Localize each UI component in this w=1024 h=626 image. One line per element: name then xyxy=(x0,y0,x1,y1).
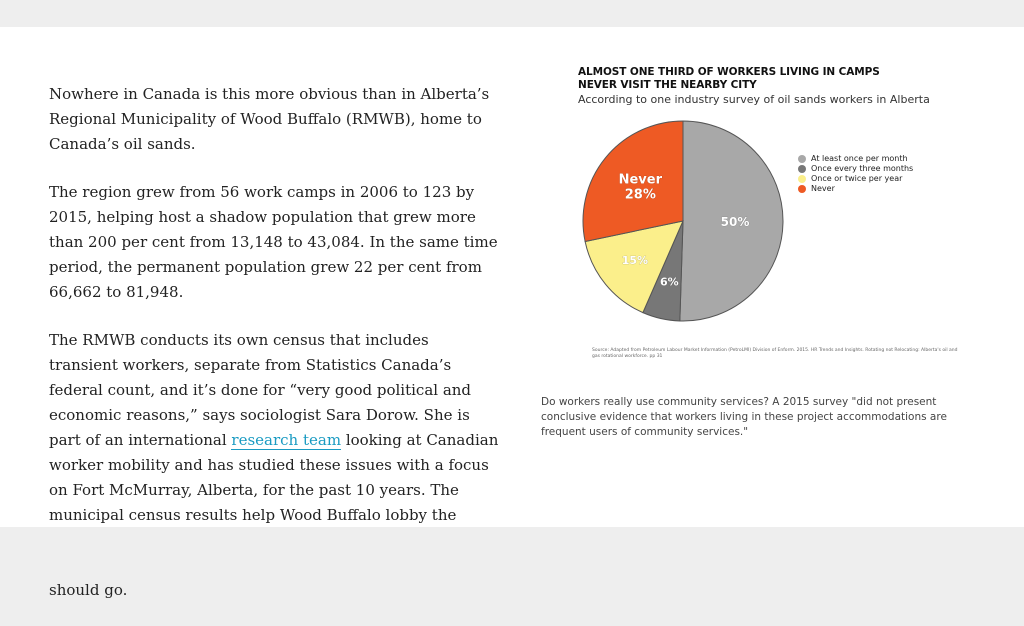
pie-slice-label: 6% xyxy=(659,275,679,289)
top-bar xyxy=(0,0,1024,27)
pie-slice-label: Never 28% xyxy=(618,172,663,203)
legend-label: Never xyxy=(811,184,835,193)
legend-item xyxy=(798,164,913,174)
legend-swatch xyxy=(798,175,806,183)
bottom-bar xyxy=(0,527,1024,576)
legend-label: At least once per month xyxy=(811,154,908,163)
paragraph-3-text-b: looking at Canadian worker mobility and has studied these issues with a focus on Fort McMurray, Alberta, for the past 10 years. The municipal census results help Wood Buffalo lobby the should go. xyxy=(49,431,499,599)
legend-label: Once every three months xyxy=(811,164,914,173)
legend-swatch xyxy=(798,155,806,163)
paragraph-3-text-a: The RMWB conducts its own census that includes transient workers, separate from Statistics Canada’s federal count, and it’s done for “very good political and economic reasons,” says sociologist Sara Dorow. She is part of an international xyxy=(49,331,472,449)
legend-item xyxy=(798,184,913,194)
paragraph-1: Nowhere in Canada is this more obvious than in Alberta’s Regional Municipality of Wood Buffalo (RMWB), home to Canada’s oil sands. xyxy=(49,85,490,153)
chart-legend xyxy=(798,154,913,194)
pie-slice-label: 15% xyxy=(621,254,649,268)
chart-subtitle: According to one industry survey of oil sands workers in Alberta xyxy=(578,93,930,106)
pie-slice-label: 50% xyxy=(720,214,750,229)
chart-source: Source: Adapted from Petroleum Labour Market Information (PetroLMI) Division of Enform. 2015. HR Trends and Insights. Rotating not Relocating: Alberta's oil and gas rotational workforce. pp 31 xyxy=(592,348,958,359)
legend-swatch xyxy=(798,165,806,173)
research-team-link[interactable]: research team xyxy=(231,431,342,449)
legend-item xyxy=(798,154,913,164)
paragraph-2: The region grew from 56 work camps in 2006 to 123 by 2015, helping host a shadow population that grew more than 200 per cent from 13,148 to 43,084. In the same time period, the permanent population grew 22 per cent from 66,662 to 81,948. xyxy=(49,183,498,301)
legend-item xyxy=(798,174,913,184)
legend-swatch xyxy=(798,185,806,193)
legend-label: Once or twice per year xyxy=(811,174,903,183)
pie-chart xyxy=(578,116,788,326)
figure-caption: Do workers really use community services? A 2015 survey "did not present conclusive evidence that workers living in these project accommodations are frequent users of community services." xyxy=(541,396,947,438)
chart-figure xyxy=(578,66,978,359)
chart-title: ALMOST ONE THIRD OF WORKERS LIVING IN CAMPS NEVER VISIT THE NEARBY CITY xyxy=(578,66,880,91)
